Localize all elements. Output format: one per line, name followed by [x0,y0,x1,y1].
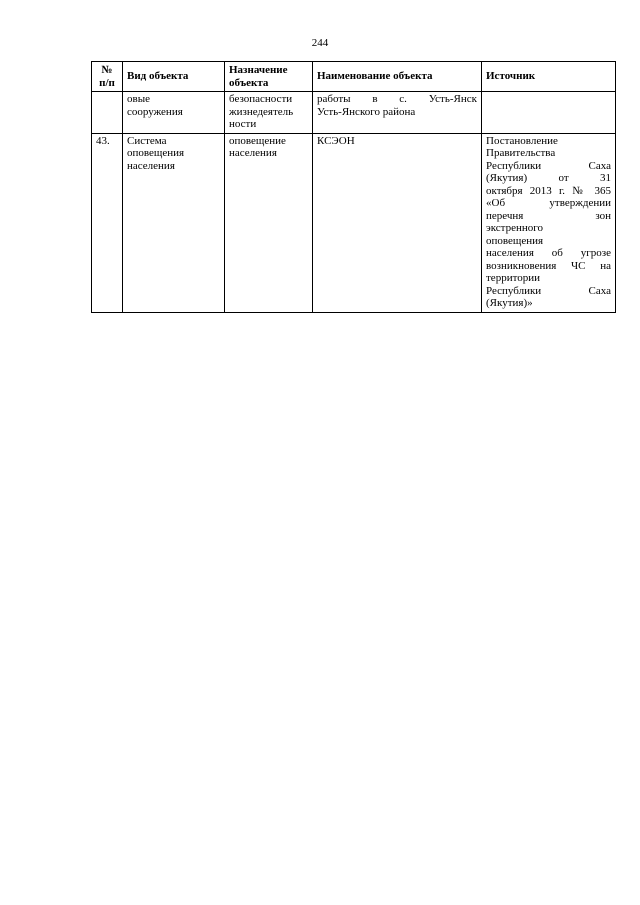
objects-table [91,61,616,313]
header-object-type: Вид объекта [123,62,225,92]
cell-number [92,92,123,134]
cell-object-type: Система оповещения населения [123,133,225,312]
cell-object-purpose: безопасности жизнедеятель ности [225,92,313,134]
table-row [92,133,616,312]
table-row [92,92,616,134]
header-number: № п/п [92,62,123,92]
cell-source [482,92,616,134]
cell-object-name: работы в с. Усть-Янск Усть-Янского района [313,92,482,134]
header-object-purpose: Назначение объекта [225,62,313,92]
header-source: Источник [482,62,616,92]
cell-source: Постановление Правительства Республики Саха (Якутия) от 31 октября 2013 г. № 365 «Об утверждении перечня зон экстренного оповещения населения об угрозе возникновения ЧС на территории Республики Саха (Якутия)» [482,133,616,312]
cell-object-purpose: оповещение населения [225,133,313,312]
table-header-row [92,62,616,92]
cell-object-type: овые сооружения [123,92,225,134]
cell-object-name: КСЭОН [313,133,482,312]
cell-number: 43. [92,133,123,312]
header-object-name: Наименование объекта [313,62,482,92]
page-number: 244 [311,37,329,49]
